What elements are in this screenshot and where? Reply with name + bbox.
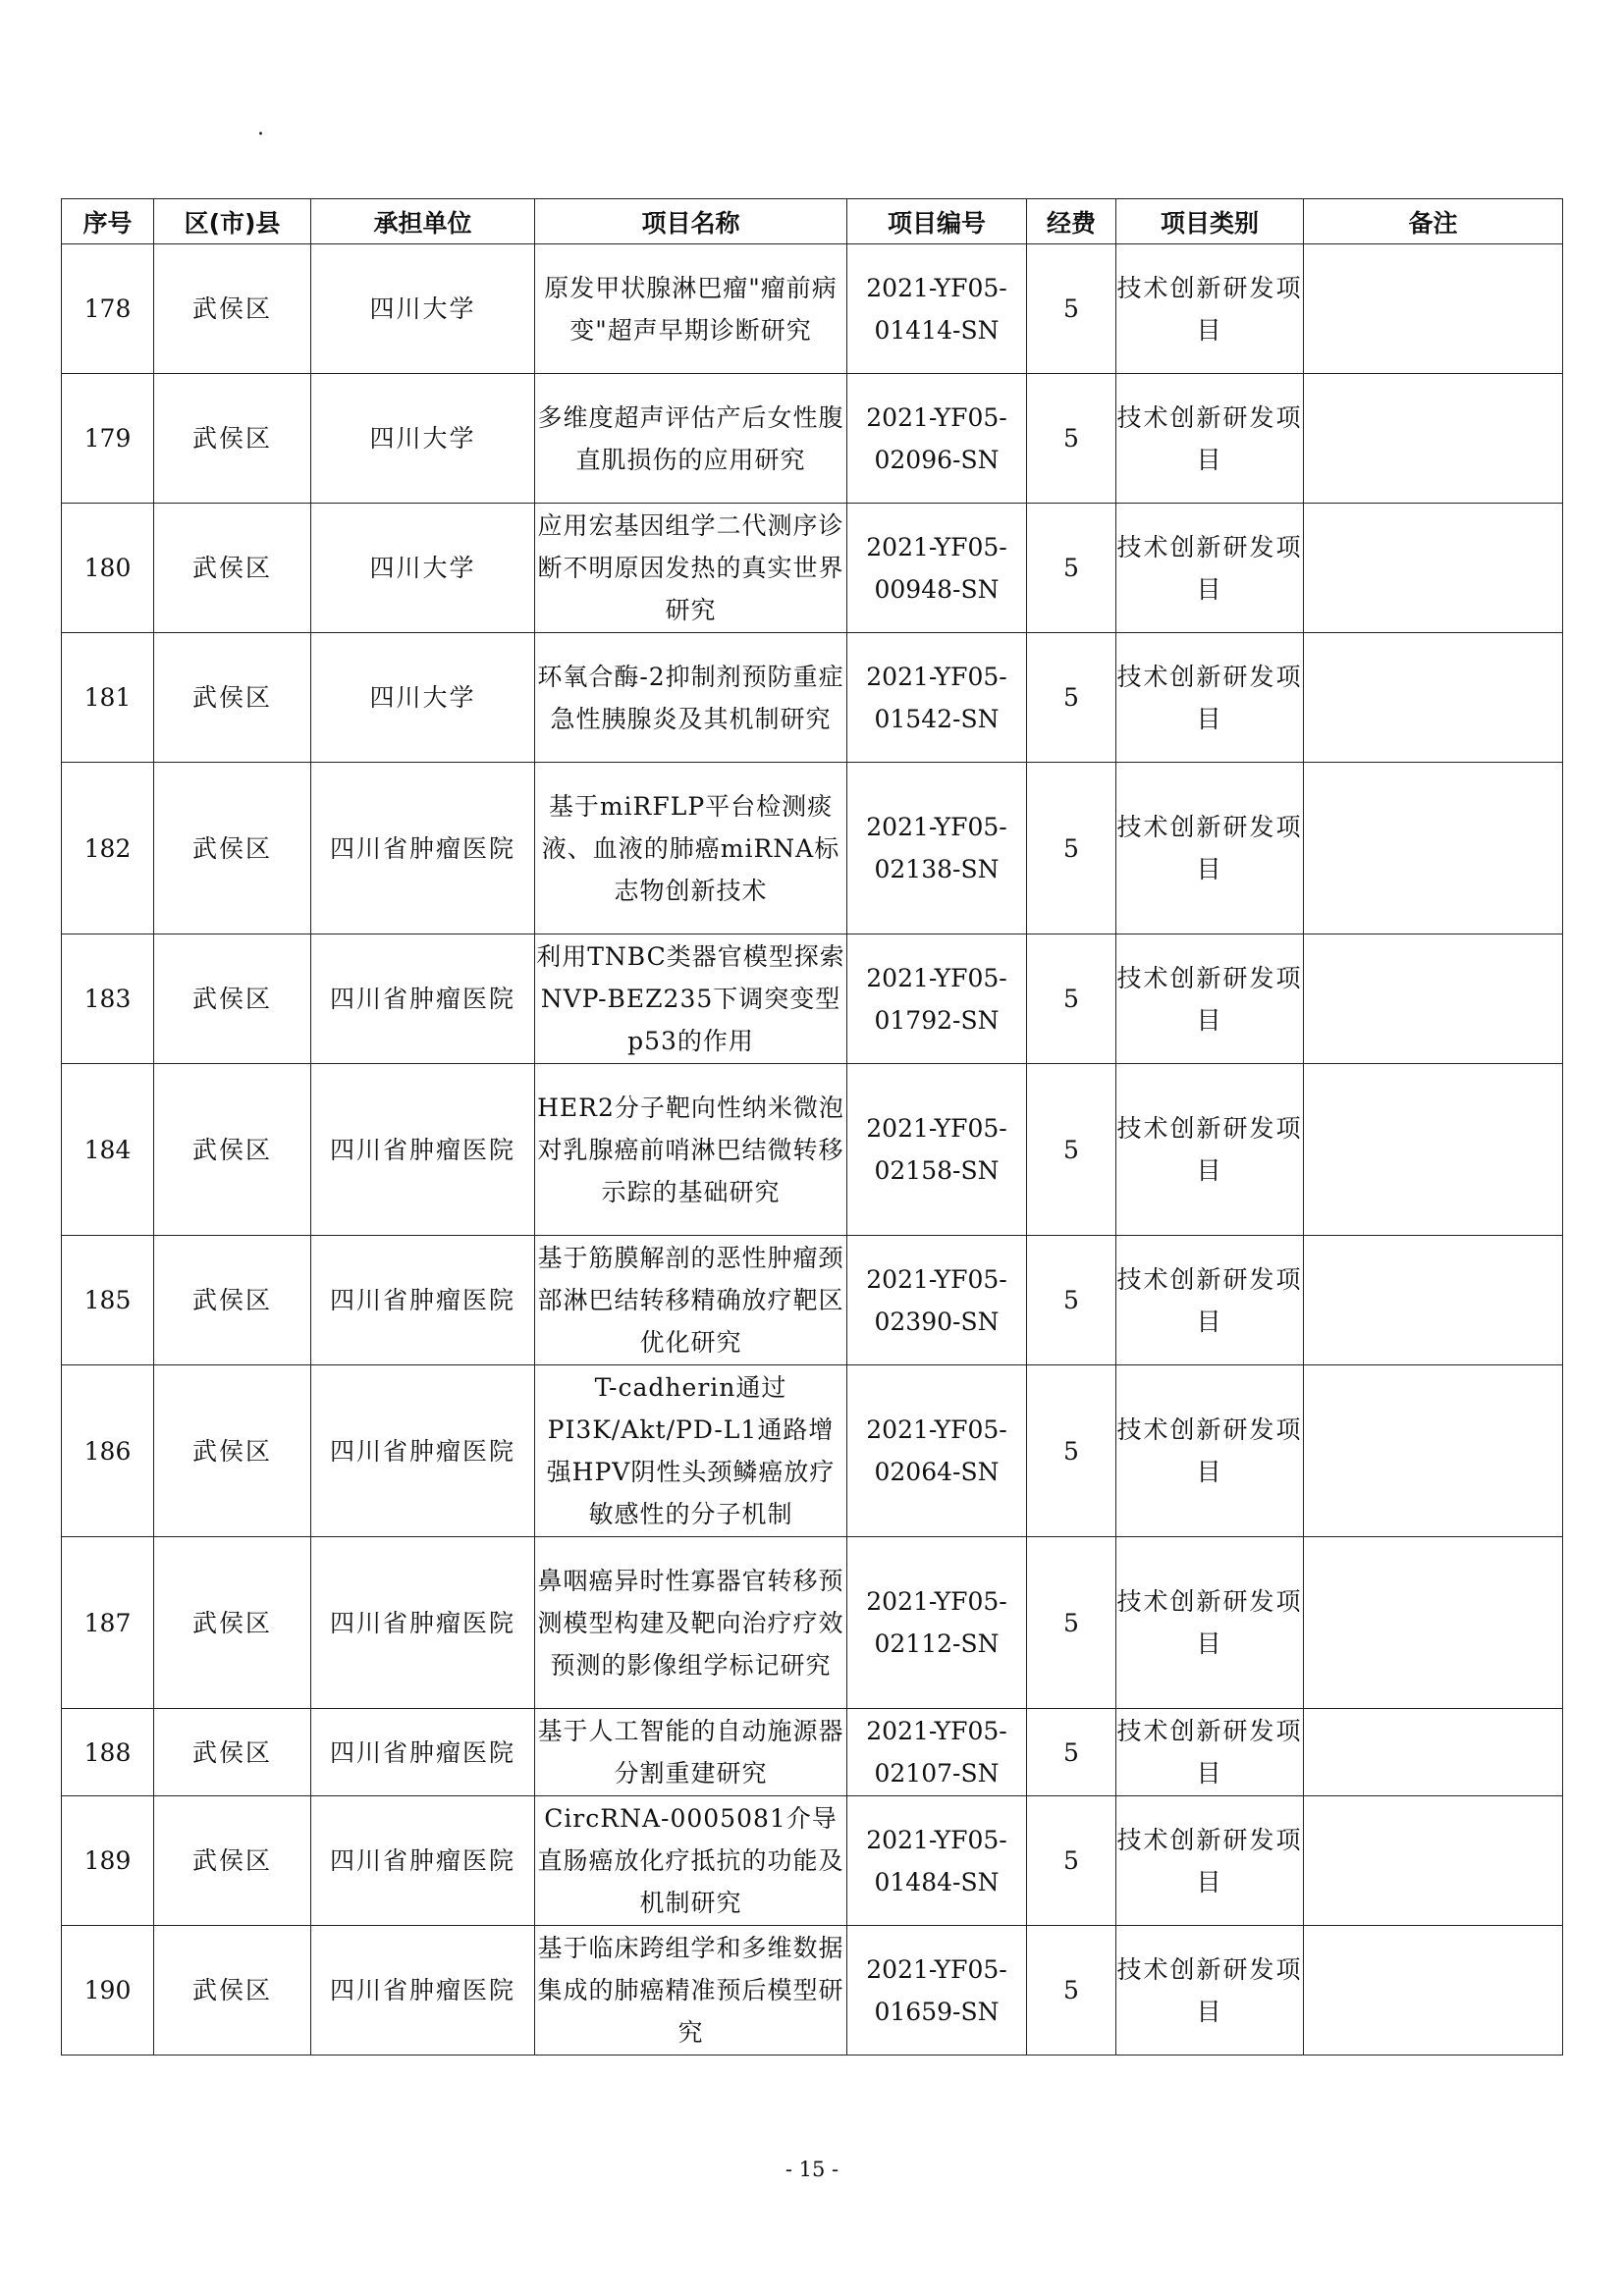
cell-project-name: 原发甲状腺淋巴瘤"瘤前病变"超声早期诊断研究 <box>535 244 847 374</box>
table-row <box>62 1709 1563 1796</box>
cell-district: 武侯区 <box>154 1926 311 2056</box>
cell-project-code: 2021-YF05-02096-SN <box>847 374 1027 504</box>
cell-no: 185 <box>62 1236 154 1365</box>
page-number: - 15 - <box>785 2158 839 2181</box>
cell-district: 武侯区 <box>154 633 311 763</box>
cell-project-name: 基于筋膜解剖的恶性肿瘤颈部淋巴结转移精确放疗靶区优化研究 <box>535 1236 847 1365</box>
cell-project-code: 2021-YF05-02112-SN <box>847 1537 1027 1709</box>
cell-no: 190 <box>62 1926 154 2056</box>
table-row <box>62 763 1563 934</box>
cell-unit: 四川大学 <box>311 244 535 374</box>
cell-project-code: 2021-YF05-02390-SN <box>847 1236 1027 1365</box>
cell-category: 技术创新研发项目 <box>1116 1796 1304 1926</box>
cell-fund: 5 <box>1027 1365 1116 1537</box>
cell-unit: 四川省肿瘤医院 <box>311 763 535 934</box>
cell-district: 武侯区 <box>154 1537 311 1709</box>
cell-project-name: 应用宏基因组学二代测序诊断不明原因发热的真实世界研究 <box>535 504 847 633</box>
cell-unit: 四川大学 <box>311 633 535 763</box>
cell-category: 技术创新研发项目 <box>1116 763 1304 934</box>
cell-unit: 四川省肿瘤医院 <box>311 1709 535 1796</box>
cell-category: 技术创新研发项目 <box>1116 934 1304 1064</box>
cell-no: 180 <box>62 504 154 633</box>
header-mark: . <box>257 116 264 140</box>
col-header-name: 项目名称 <box>535 199 847 244</box>
cell-no: 188 <box>62 1709 154 1796</box>
col-header-no: 序号 <box>62 199 154 244</box>
cell-project-name: 多维度超声评估产后女性腹直肌损伤的应用研究 <box>535 374 847 504</box>
cell-project-name: 基于人工智能的自动施源器分割重建研究 <box>535 1709 847 1796</box>
cell-note <box>1304 1236 1563 1365</box>
table-row <box>62 1236 1563 1365</box>
cell-no: 183 <box>62 934 154 1064</box>
cell-note <box>1304 1709 1563 1796</box>
cell-fund: 5 <box>1027 1064 1116 1236</box>
cell-project-name: HER2分子靶向性纳米微泡对乳腺癌前哨淋巴结微转移示踪的基础研究 <box>535 1064 847 1236</box>
col-header-category: 项目类别 <box>1116 199 1304 244</box>
cell-category: 技术创新研发项目 <box>1116 1537 1304 1709</box>
cell-note <box>1304 633 1563 763</box>
cell-category: 技术创新研发项目 <box>1116 1064 1304 1236</box>
cell-district: 武侯区 <box>154 763 311 934</box>
table-body <box>62 244 1563 2056</box>
cell-district: 武侯区 <box>154 1064 311 1236</box>
cell-category: 技术创新研发项目 <box>1116 244 1304 374</box>
cell-fund: 5 <box>1027 504 1116 633</box>
cell-fund: 5 <box>1027 934 1116 1064</box>
cell-note <box>1304 1537 1563 1709</box>
cell-unit: 四川省肿瘤医院 <box>311 1926 535 2056</box>
col-header-district: 区(市)县 <box>154 199 311 244</box>
cell-note <box>1304 1365 1563 1537</box>
cell-project-code: 2021-YF05-01542-SN <box>847 633 1027 763</box>
table-row <box>62 504 1563 633</box>
cell-district: 武侯区 <box>154 1236 311 1365</box>
table-row <box>62 1365 1563 1537</box>
cell-note <box>1304 763 1563 934</box>
cell-project-code: 2021-YF05-02138-SN <box>847 763 1027 934</box>
cell-project-code: 2021-YF05-02064-SN <box>847 1365 1027 1537</box>
cell-project-code: 2021-YF05-00948-SN <box>847 504 1027 633</box>
cell-no: 178 <box>62 244 154 374</box>
cell-project-name: 利用TNBC类器官模型探索NVP-BEZ235下调突变型p53的作用 <box>535 934 847 1064</box>
col-header-unit: 承担单位 <box>311 199 535 244</box>
cell-no: 186 <box>62 1365 154 1537</box>
cell-district: 武侯区 <box>154 374 311 504</box>
cell-note <box>1304 244 1563 374</box>
cell-no: 189 <box>62 1796 154 1926</box>
cell-category: 技术创新研发项目 <box>1116 1926 1304 2056</box>
cell-category: 技术创新研发项目 <box>1116 1365 1304 1537</box>
table-row <box>62 1537 1563 1709</box>
cell-unit: 四川大学 <box>311 504 535 633</box>
cell-category: 技术创新研发项目 <box>1116 1236 1304 1365</box>
cell-project-name: T-cadherin通过PI3K/Akt/PD-L1通路增强HPV阴性头颈鳞癌放疗敏感性的分子机制 <box>535 1365 847 1537</box>
cell-category: 技术创新研发项目 <box>1116 1709 1304 1796</box>
table-row <box>62 1064 1563 1236</box>
cell-project-name: 基于临床跨组学和多维数据集成的肺癌精准预后模型研究 <box>535 1926 847 2056</box>
cell-note <box>1304 1064 1563 1236</box>
table-header-row <box>62 199 1563 244</box>
table-row <box>62 1796 1563 1926</box>
cell-note <box>1304 504 1563 633</box>
cell-project-code: 2021-YF05-01484-SN <box>847 1796 1027 1926</box>
cell-no: 182 <box>62 763 154 934</box>
table-row <box>62 374 1563 504</box>
cell-no: 181 <box>62 633 154 763</box>
col-header-code: 项目编号 <box>847 199 1027 244</box>
cell-project-name: 鼻咽癌异时性寡器官转移预测模型构建及靶向治疗疗效预测的影像组学标记研究 <box>535 1537 847 1709</box>
cell-fund: 5 <box>1027 1926 1116 2056</box>
cell-district: 武侯区 <box>154 934 311 1064</box>
cell-district: 武侯区 <box>154 1796 311 1926</box>
cell-unit: 四川省肿瘤医院 <box>311 934 535 1064</box>
table-row <box>62 1926 1563 2056</box>
cell-fund: 5 <box>1027 244 1116 374</box>
cell-fund: 5 <box>1027 633 1116 763</box>
cell-district: 武侯区 <box>154 1709 311 1796</box>
cell-category: 技术创新研发项目 <box>1116 633 1304 763</box>
project-table <box>61 198 1563 2056</box>
cell-project-code: 2021-YF05-02107-SN <box>847 1709 1027 1796</box>
col-header-note: 备注 <box>1304 199 1563 244</box>
cell-category: 技术创新研发项目 <box>1116 374 1304 504</box>
cell-unit: 四川大学 <box>311 374 535 504</box>
cell-district: 武侯区 <box>154 1365 311 1537</box>
cell-district: 武侯区 <box>154 244 311 374</box>
cell-no: 179 <box>62 374 154 504</box>
cell-note <box>1304 374 1563 504</box>
cell-fund: 5 <box>1027 1796 1116 1926</box>
cell-unit: 四川省肿瘤医院 <box>311 1365 535 1537</box>
cell-fund: 5 <box>1027 763 1116 934</box>
cell-project-name: 环氧合酶-2抑制剂预防重症急性胰腺炎及其机制研究 <box>535 633 847 763</box>
cell-no: 184 <box>62 1064 154 1236</box>
cell-project-name: CircRNA-0005081介导直肠癌放化疗抵抗的功能及机制研究 <box>535 1796 847 1926</box>
cell-note <box>1304 934 1563 1064</box>
cell-fund: 5 <box>1027 1709 1116 1796</box>
cell-project-code: 2021-YF05-01414-SN <box>847 244 1027 374</box>
cell-project-code: 2021-YF05-01659-SN <box>847 1926 1027 2056</box>
cell-district: 武侯区 <box>154 504 311 633</box>
cell-unit: 四川省肿瘤医院 <box>311 1236 535 1365</box>
cell-fund: 5 <box>1027 1236 1116 1365</box>
table-row <box>62 244 1563 374</box>
col-header-fund: 经费 <box>1027 199 1116 244</box>
cell-no: 187 <box>62 1537 154 1709</box>
table-row <box>62 633 1563 763</box>
cell-project-code: 2021-YF05-01792-SN <box>847 934 1027 1064</box>
cell-project-name: 基于miRFLP平台检测痰液、血液的肺癌miRNA标志物创新技术 <box>535 763 847 934</box>
cell-note <box>1304 1796 1563 1926</box>
cell-note <box>1304 1926 1563 2056</box>
cell-unit: 四川省肿瘤医院 <box>311 1064 535 1236</box>
table-row <box>62 934 1563 1064</box>
cell-unit: 四川省肿瘤医院 <box>311 1796 535 1926</box>
cell-fund: 5 <box>1027 1537 1116 1709</box>
cell-project-code: 2021-YF05-02158-SN <box>847 1064 1027 1236</box>
cell-fund: 5 <box>1027 374 1116 504</box>
cell-unit: 四川省肿瘤医院 <box>311 1537 535 1709</box>
cell-category: 技术创新研发项目 <box>1116 504 1304 633</box>
